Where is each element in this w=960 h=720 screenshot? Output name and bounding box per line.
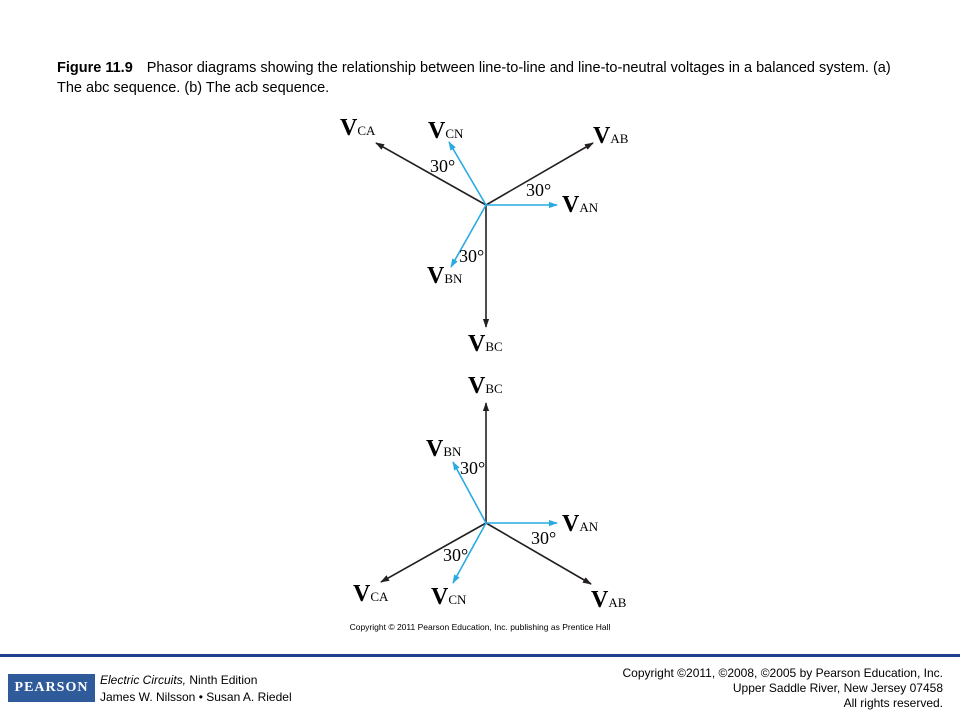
book-edition: Ninth Edition [186,673,258,687]
angle-label: 30° [460,458,486,478]
vca-label: VCA [353,581,389,607]
phasor-diagram-abc [340,115,629,357]
pearson-logo: PEARSON [8,674,95,702]
vbn-label: VBN [426,436,462,462]
vab-label: VAB [591,587,627,613]
angle-label: 30° [430,156,456,176]
vbn-label: VBN [427,263,463,289]
vcn-label: VCN [431,584,467,610]
copyright-block [622,666,943,711]
book-title: Electric Circuits, [100,673,187,687]
vca-label: VCA [340,115,376,141]
angle-label: 30° [526,180,552,200]
figure-credit: Copyright © 2011 Pearson Education, Inc. publishing as Prentice Hall [349,622,611,632]
figure-label: Figure 11.9 [57,60,133,76]
vbc-label: VBC [468,373,503,399]
van-label: VAN [562,511,599,537]
publisher-address: Upper Saddle River, New Jersey 07458 [732,681,943,695]
rights-line: All rights reserved. [843,696,943,710]
caption-text: Phasor diagrams showing the relationship between line-to-line and line-to-neutral voltages in a balanced system. (a) The abc sequence. (b) The acb sequence. [57,60,891,96]
vcn-label: VCN [428,118,464,144]
copyright-line: Copyright ©2011, ©2008, ©2005 by Pearson Education, Inc. [622,666,943,680]
vbc-label: VBC [468,331,503,357]
footer-divider [0,654,960,657]
phasor-diagram-acb [353,373,627,613]
van-label: VAN [562,192,599,218]
angle-label: 30° [459,246,485,266]
angle-label: 30° [531,528,557,548]
vab-label: VAB [593,123,629,149]
book-info [100,672,292,706]
angle-label: 30° [443,545,469,565]
book-authors: James W. Nilsson • Susan A. Riedel [100,690,292,704]
